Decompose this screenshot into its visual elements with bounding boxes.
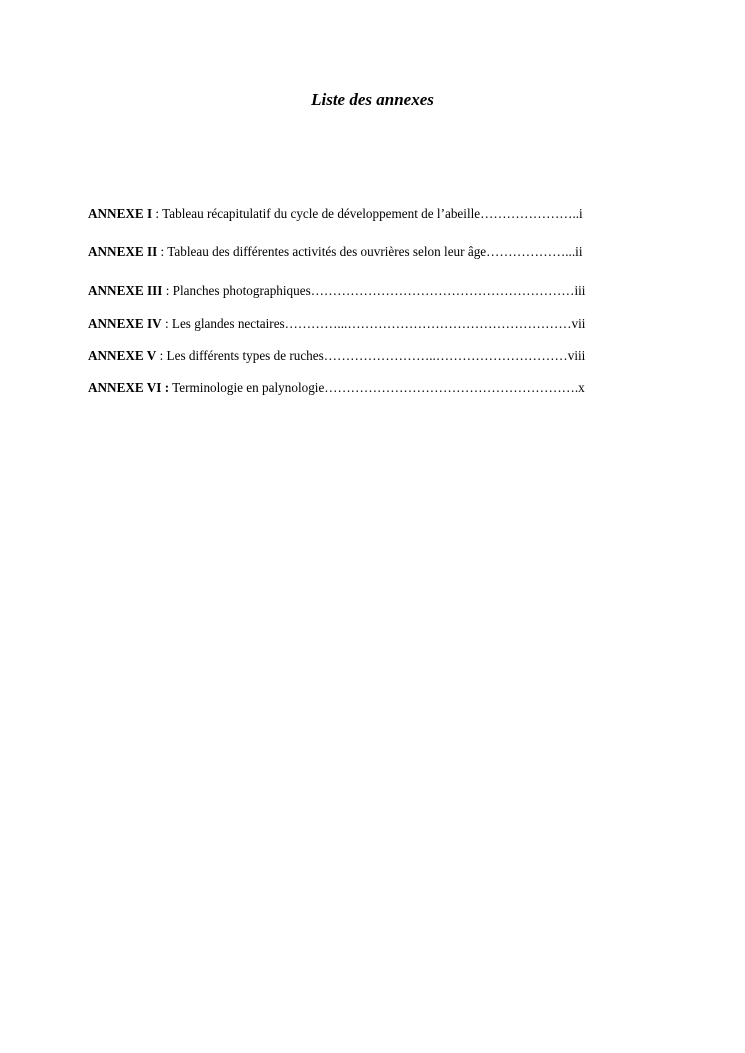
page-title: Liste des annexes bbox=[311, 90, 434, 109]
annex-label: ANNEXE IV bbox=[88, 316, 162, 331]
annex-entry bbox=[88, 282, 656, 300]
annex-description: : Planches photographiques……………………………………………………iii bbox=[162, 283, 586, 298]
annex-description: : Les différents types de ruches……………………..…………………………viii bbox=[156, 348, 586, 363]
annex-label: ANNEXE II bbox=[88, 244, 158, 259]
annex-label: ANNEXE III bbox=[88, 283, 163, 298]
annex-entry bbox=[88, 205, 656, 223]
annex-label: ANNEXE VI : bbox=[88, 380, 170, 395]
annex-description: : Tableau récapitulatif du cycle de développement de l’abeille…………………..i bbox=[152, 206, 583, 221]
annex-description: : Les glandes nectaires…………...……………………………………………vii bbox=[161, 316, 586, 331]
annex-entry bbox=[88, 347, 656, 365]
annex-entry bbox=[88, 243, 656, 261]
annex-description: : Tableau des différentes activités des ouvrières selon leur âge………………...ii bbox=[157, 244, 583, 259]
annex-description: Terminologie en palynologie………………………………………………….x bbox=[169, 380, 585, 395]
annex-label: ANNEXE V bbox=[88, 348, 157, 363]
annex-entry bbox=[88, 379, 656, 397]
annex-entry bbox=[88, 315, 656, 333]
annex-label: ANNEXE I bbox=[88, 206, 153, 221]
